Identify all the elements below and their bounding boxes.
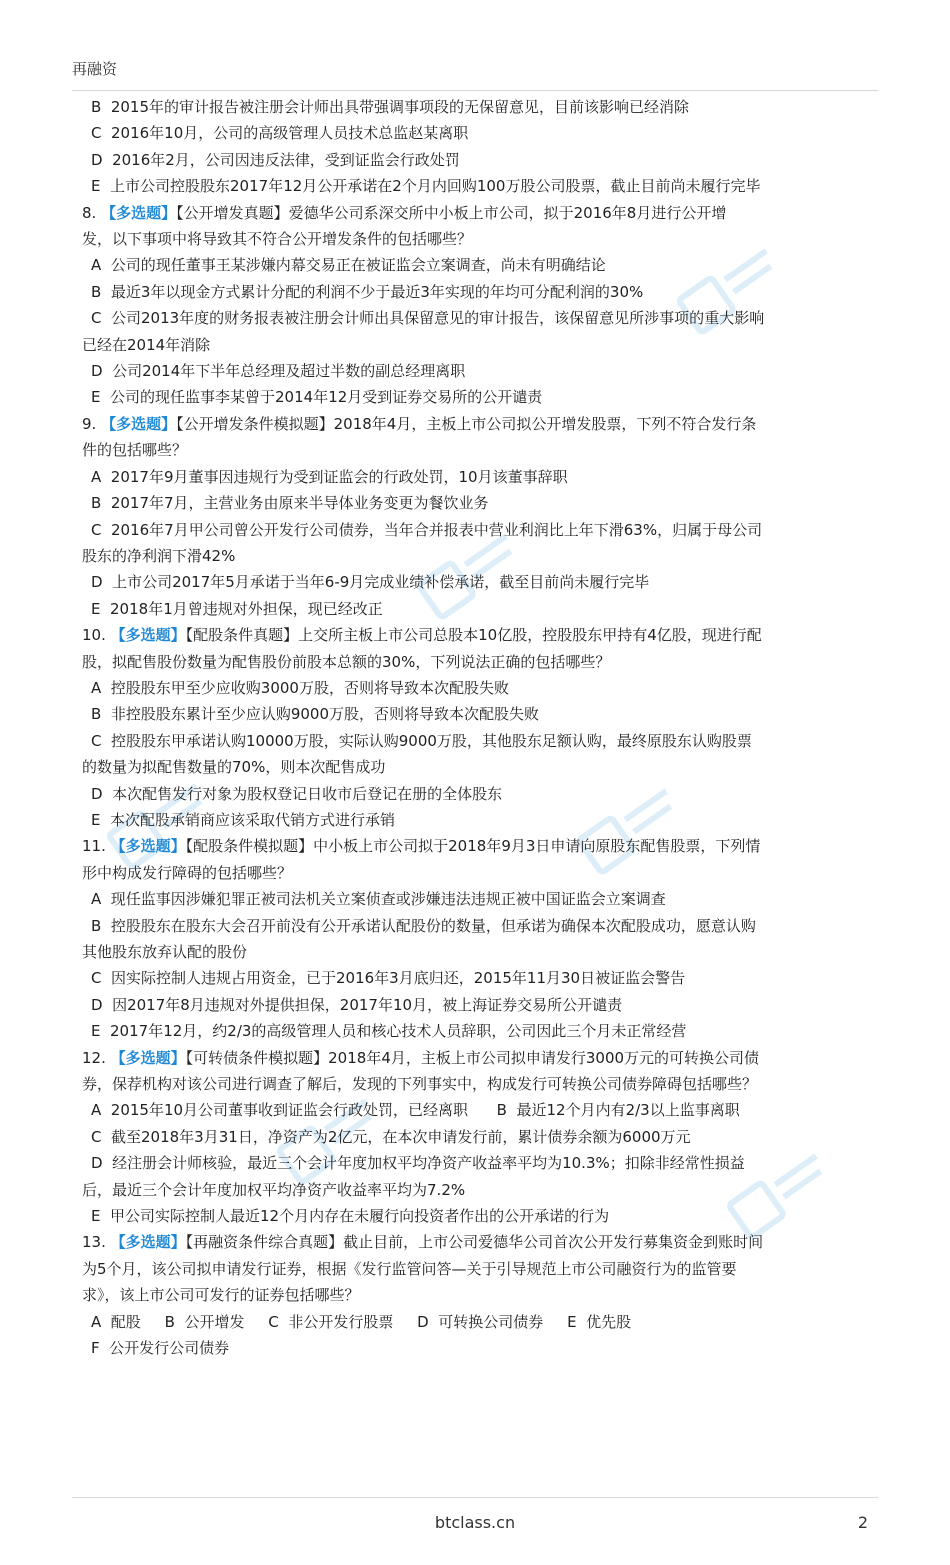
question-text: 【公开增发条件模拟题】2018年4月，主板上市公司拟公开增发股票，下列不符合发行条 xyxy=(176,414,757,433)
text-line: 形中构成发行障碍的包括哪些？ xyxy=(82,863,293,882)
question-text: 【配股条件模拟题】中小板上市公司拟于2018年9月3日申请向原股东配售股票，下列情 xyxy=(185,837,761,856)
text-line: 股东的净利润下滑42% xyxy=(82,546,236,565)
header-divider xyxy=(72,90,878,91)
answer-option: C 2016年10月，公司的高级管理人员技术总监赵某离职 xyxy=(91,124,469,143)
footer-site: btclass.cn xyxy=(434,1513,516,1532)
answer-option: C 公司2013年度的财务报表被注册会计师出具保留意见的审计报告，该保留意见所涉事项的重大影响 xyxy=(91,309,765,328)
text-line: 券，保荐机构对该公司进行调查了解后，发现的下列事实中，构成发行可转换公司债券障碍包括哪些？ xyxy=(82,1075,758,1094)
answer-option: D 公司2014年下半年总经理及超过半数的副总经理离职 xyxy=(91,362,466,381)
question-number: 8. xyxy=(82,203,102,222)
answer-option: E 上市公司控股股东2017年12月公开承诺在2个月内回购100万股公司股票，截止目前尚未履行完毕 xyxy=(91,177,761,196)
answer-option: A 公司的现任董事王某涉嫌内幕交易正在被证监会立案调查，尚未有明确结论 xyxy=(91,256,606,275)
answer-option: F 公开发行公司债券 xyxy=(91,1339,230,1358)
answer-option: C 控股股东甲承诺认购10000万股，实际认购9000万股，其他股东足额认购，最终原股东认购股票 xyxy=(91,731,752,750)
answer-option: A 2015年10月公司董事收到证监会行政处罚，已经离职 B 最近12个月内有2/3以上监事离职 xyxy=(91,1101,740,1120)
answer-option: B 控股股东在股东大会召开前没有公开承诺认配股份的数量，但承诺为确保本次配股成功，愿意认购 xyxy=(91,916,756,935)
question-stem xyxy=(82,833,872,859)
page-header: 再融资 xyxy=(72,60,118,78)
question-stem xyxy=(82,1229,872,1255)
question-type-tag: 【多选题】 xyxy=(101,414,177,433)
answer-option: E 公司的现任监事李某曾于2014年12月受到证券交易所的公开谴责 xyxy=(91,388,543,407)
answer-option: E 2017年12月，约2/3的高级管理人员和核心技术人员辞职，公司因此三个月未正常经营 xyxy=(91,1022,687,1041)
footer-divider xyxy=(72,1497,878,1498)
question-number: 13. xyxy=(82,1233,111,1252)
text-line: 股，拟配售股份数量为配售股份前股本总额的30%，下列说法正确的包括哪些？ xyxy=(82,652,611,671)
answer-option: A 现任监事因涉嫌犯罪正被司法机关立案侦查或涉嫌违法违规正被中国证监会立案调查 xyxy=(91,890,666,909)
answer-option: D 经注册会计师核验，最近三个会计年度加权平均净资产收益率平均为10.3%；扣除非经常性损益 xyxy=(91,1154,745,1173)
answer-option: E 甲公司实际控制人最近12个月内存在未履行向投资者作出的公开承诺的行为 xyxy=(91,1207,610,1226)
answer-option: B 非控股股东累计至少应认购9000万股，否则将导致本次配股失败 xyxy=(91,705,540,724)
answer-option: D 本次配售发行对象为股权登记日收市后登记在册的全体股东 xyxy=(91,784,503,803)
text-line: 的数量为拟配售数量的70%，则本次配售成功 xyxy=(82,758,386,777)
answer-option: E 本次配股承销商应该采取代销方式进行承销 xyxy=(91,810,396,829)
answer-option: A 配股 B 公开增发 C 非公开发行股票 D 可转换公司债券 E 优先股 xyxy=(91,1312,632,1331)
question-type-tag: 【多选题】 xyxy=(110,626,186,645)
text-line: 已经在2014年消除 xyxy=(82,335,211,354)
question-text: 【再融资条件综合真题】截止目前，上市公司爱德华公司首次公开发行募集资金到账时间 xyxy=(185,1233,764,1252)
document-body xyxy=(82,94,872,1362)
answer-option: B 2017年7月，主营业务由原来半导体业务变更为餐饮业务 xyxy=(91,494,489,513)
question-type-tag: 【多选题】 xyxy=(101,203,177,222)
answer-option: C 因实际控制人违规占用资金，已于2016年3月底归还，2015年11月30日被证监会警告 xyxy=(91,969,686,988)
answer-option: B 最近3年以现金方式累计分配的利润不少于最近3年实现的年均可分配利润的30% xyxy=(91,282,644,301)
text-line: 件的包括哪些？ xyxy=(82,441,188,460)
question-stem xyxy=(82,622,872,648)
answer-option: C 2016年7月甲公司曾公开发行公司债券，当年合并报表中营业利润比上年下滑63%，归属于母公司 xyxy=(91,520,763,539)
question-text: 【配股条件真题】上交所主板上市公司总股本10亿股，控股股东甲持有4亿股，现进行配 xyxy=(185,626,762,645)
question-stem xyxy=(82,200,872,226)
question-type-tag: 【多选题】 xyxy=(110,1048,186,1067)
text-line: 发，以下事项中将导致其不符合公开增发条件的包括哪些？ xyxy=(82,230,473,249)
question-type-tag: 【多选题】 xyxy=(110,1233,186,1252)
question-number: 9. xyxy=(82,414,102,433)
question-stem xyxy=(82,1045,872,1071)
answer-option: E 2018年1月曾违规对外担保，现已经改正 xyxy=(91,599,383,618)
answer-option: A 控股股东甲至少应收购3000万股，否则将导致本次配股失败 xyxy=(91,678,509,697)
question-text: 【公开增发真题】爱德华公司系深交所中小板上市公司，拟于2016年8月进行公开增 xyxy=(176,203,727,222)
text-line: 后，最近三个会计年度加权平均净资产收益率平均为7.2% xyxy=(82,1180,466,1199)
answer-option: A 2017年9月董事因违规行为受到证监会的行政处罚，10月该董事辞职 xyxy=(91,467,568,486)
text-line: 其他股东放弃认配的股份 xyxy=(82,943,248,961)
question-text: 【可转债条件模拟题】2018年4月，主板上市公司拟申请发行3000万元的可转换公司债 xyxy=(185,1048,760,1067)
answer-option: C 截至2018年3月31日，净资产为2亿元，在本次申请发行前，累计债券余额为6000万元 xyxy=(91,1127,691,1146)
page-number: 2 xyxy=(857,1513,868,1532)
question-number: 11. xyxy=(82,837,111,856)
question-type-tag: 【多选题】 xyxy=(110,837,186,856)
answer-option: D 2016年2月，公司因违反法律，受到证监会行政处罚 xyxy=(91,150,460,169)
text-line: 为5个月，该公司拟申请发行证券，根据《发行监管问答—关于引导规范上市公司融资行为的监管要 xyxy=(82,1259,737,1278)
answer-option: D 上市公司2017年5月承诺于当年6-9月完成业绩补偿承诺，截至目前尚未履行完毕 xyxy=(91,573,650,592)
answer-option: B 2015年的审计报告被注册会计师出具带强调事项段的无保留意见，目前该影响已经消除 xyxy=(91,98,690,116)
question-stem xyxy=(82,411,872,437)
question-number: 12. xyxy=(82,1048,111,1067)
answer-option: D 因2017年8月违规对外提供担保，2017年10月，被上海证券交易所公开谴责 xyxy=(91,995,623,1014)
text-line: 求》，该上市公司可发行的证券包括哪些？ xyxy=(82,1286,360,1305)
question-number: 10. xyxy=(82,626,111,645)
